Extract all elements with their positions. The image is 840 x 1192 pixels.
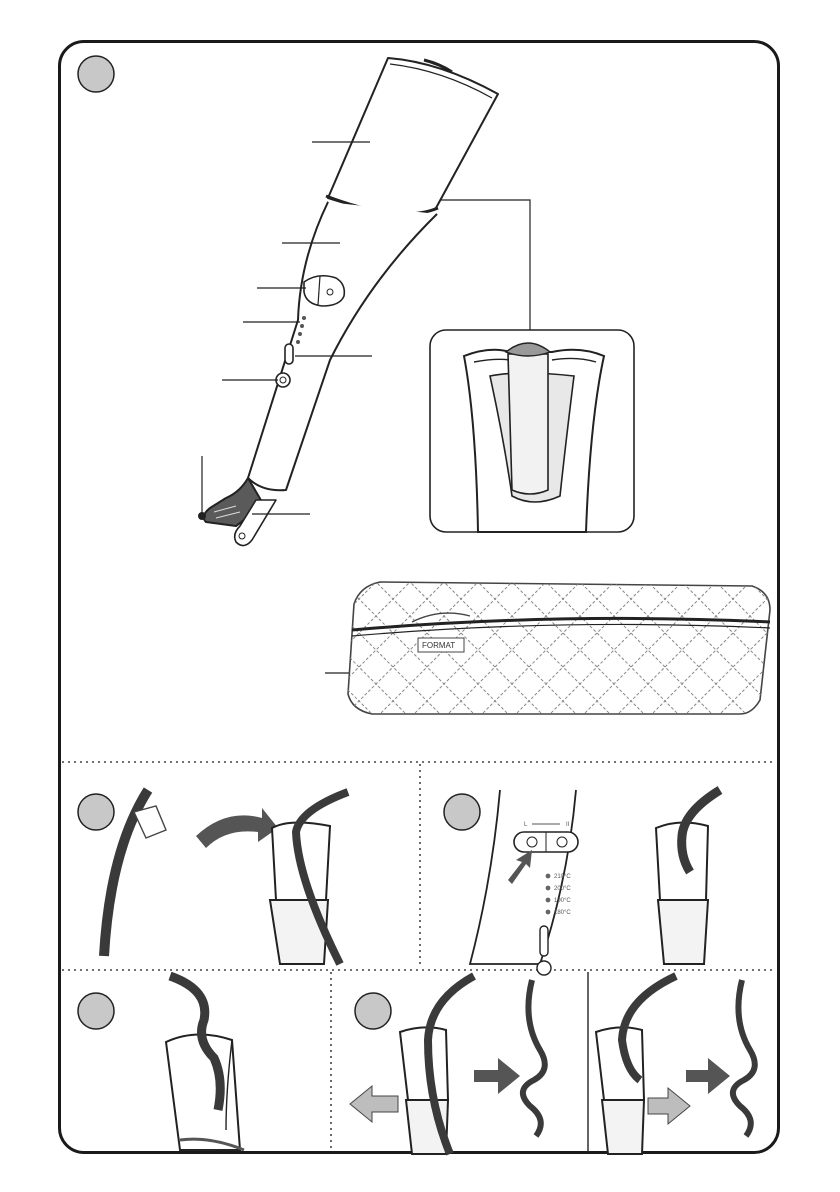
panel-step-c [166,976,244,1150]
power-button [276,373,290,387]
curler-head [328,58,498,214]
step-circle-b [444,794,480,830]
curler-handle [248,202,437,490]
arrow-icon [686,1058,730,1094]
direction-switch [285,344,293,364]
svg-text:L: L [524,822,528,828]
panel-step-b [470,790,720,975]
arrow-icon [350,1086,398,1122]
temp-label-2: 200°C [554,886,571,892]
temp-label-1: 210°C [554,874,571,880]
pouch-logo: FORMAT [422,641,456,650]
curl-icon [733,980,755,1136]
step-circle-c [78,993,114,1029]
svg-text:II: II [566,822,570,828]
arrow-icon [474,1058,520,1094]
curl-icon [523,980,545,1136]
temp-label-4: 180°C [554,910,571,916]
step-circle-overview [78,56,114,92]
temp-button-pair [304,276,344,306]
step-circle-a [78,794,114,830]
temp-label-3: 190°C [554,898,571,904]
step-circle-d [355,993,391,1029]
arrow-icon [648,1088,690,1124]
panel-step-a [104,790,348,964]
panel-step-d [350,972,755,1154]
storage-pouch [136,580,840,720]
barrel-detail-inset [430,330,634,532]
arrow-icon [196,808,278,848]
